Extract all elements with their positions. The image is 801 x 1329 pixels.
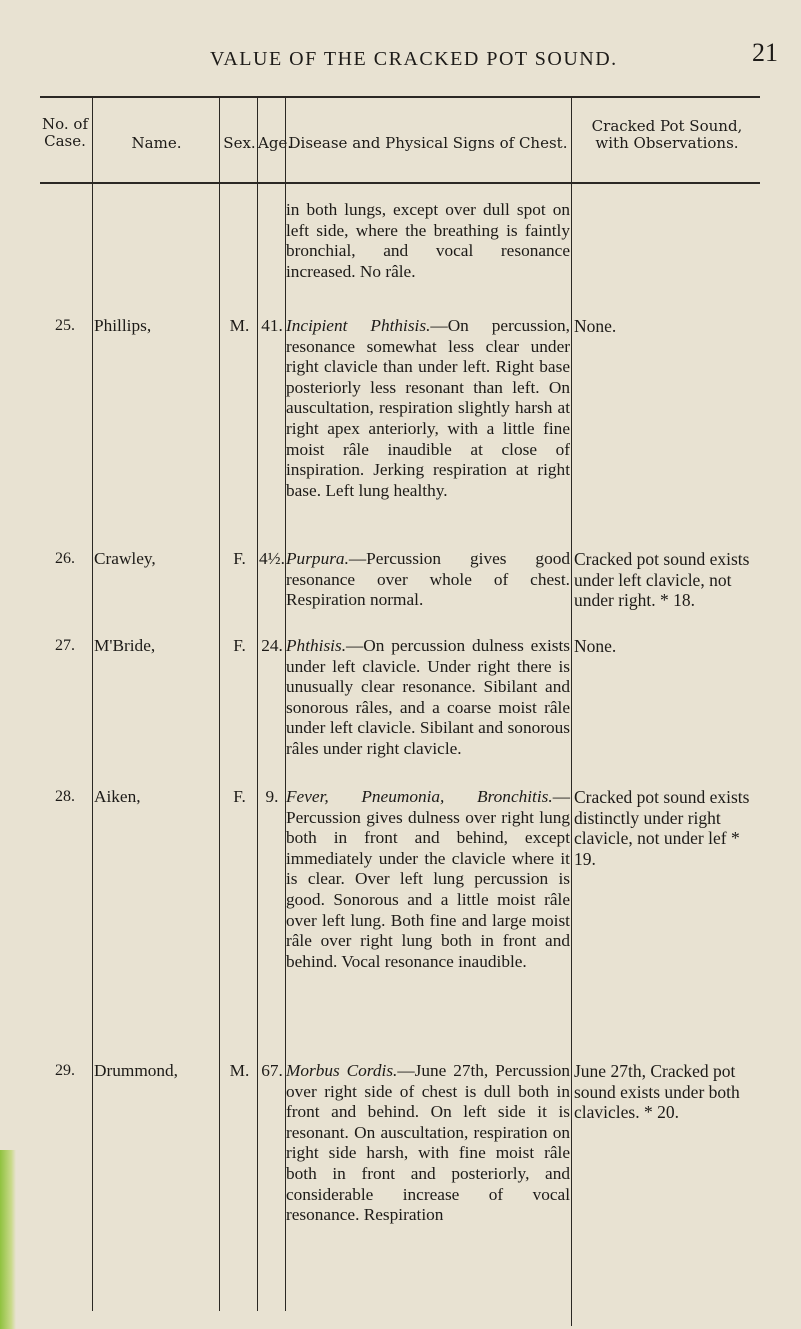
physical-signs: —On percussion, resonance somewhat less clear under right clavicle than under left. Right base posteriorly less resonant than left. On auscultation, respiration slightly harsh at right apex anteriorly, with a little fine moist râle inaudible at close of inspiration. Jerking respiration at right base. Left lung healthy.	[286, 316, 570, 500]
header-sex: Sex.	[223, 134, 256, 152]
column-rule-3	[257, 96, 258, 1311]
header-age: Age.	[258, 134, 293, 152]
observations: June 27th, Cracked pot sound exists under both clavicles. * 20.	[574, 1061, 740, 1123]
patient-sex: F.	[233, 787, 246, 806]
case-number: 29.	[55, 1062, 75, 1079]
column-rule-2	[219, 96, 220, 1311]
patient-name: M'Bride,	[94, 636, 156, 655]
patient-age: 67.	[261, 1061, 283, 1080]
page-edge-stain	[0, 1150, 16, 1329]
disease-signs	[286, 1061, 570, 1226]
observations: None.	[574, 316, 617, 336]
patient-sex: F.	[233, 549, 246, 568]
diagnosis: Purpura.	[286, 549, 349, 568]
column-rule-5	[571, 96, 572, 1326]
header-disease: Disease and Physical Signs of Chest.	[288, 134, 568, 152]
disease-signs	[286, 787, 570, 972]
observations: Cracked pot sound exists distinctly under right clavicle, not under lef * 19.	[574, 787, 750, 869]
header-bottom-rule	[40, 182, 760, 184]
page-number: 21	[752, 38, 778, 67]
case-number: 26.	[55, 550, 75, 567]
disease-signs	[286, 316, 570, 501]
physical-signs: —Percussion gives dulness over right lung both in front and behind, except immediately under the clavicle where it is clear. Over left lung percussion is good. Sonorous and a little moist râle over left lung. Both fine and large moist râle over right lung both in front and behind. Vocal resonance inaudible.	[286, 787, 570, 971]
patient-age: 9.	[265, 787, 279, 806]
diagnosis: Fever, Pneumonia, Bronchitis.	[286, 787, 553, 806]
header-name: Name.	[131, 134, 182, 152]
patient-name: Phillips,	[94, 316, 152, 335]
page-header	[0, 18, 801, 68]
patient-age: 41.	[261, 316, 283, 335]
patient-sex: M.	[229, 1061, 250, 1080]
case-number: 28.	[55, 788, 75, 805]
physical-signs: —Percussion gives good resonance over whole of chest. Respiration normal.	[286, 549, 570, 610]
patient-age: 4½.	[259, 549, 285, 568]
header-case-no: No. of Case.	[41, 115, 88, 150]
observations: None.	[574, 636, 617, 656]
continuation-signs: in both lungs, except over dull spot on left side, where the breathing is faintly bronchial, and vocal resonance increased. No râle.	[286, 200, 570, 281]
header-observations: Cracked Pot Sound, with Observations.	[591, 117, 743, 152]
patient-sex: F.	[233, 636, 246, 655]
patient-sex: M.	[229, 316, 250, 335]
diagnosis: Morbus Cordis.	[286, 1061, 398, 1080]
case-number: 27.	[55, 637, 75, 654]
patient-age: 24.	[261, 636, 283, 655]
disease-signs	[286, 636, 570, 760]
patient-name: Aiken,	[94, 787, 141, 806]
column-rule-1	[92, 96, 93, 1311]
disease-signs	[286, 549, 570, 611]
diagnosis: Phthisis.	[286, 636, 347, 655]
case-number: 25.	[55, 317, 75, 334]
observations: Cracked pot sound exists under left clavicle, not under right. * 18.	[574, 549, 750, 611]
patient-name: Crawley,	[94, 549, 156, 568]
physical-signs: —On percussion dulness exists under left clavicle. Under right there is unusually clear resonance. Sibilant and sonorous râles, and a coarse moist râle under left clavicle. Sibilant and sonorous râles under right clavicle.	[286, 636, 570, 758]
physical-signs: —June 27th, Percussion over right side of chest is dull both in front and behind. On left side it is resonant. On auscultation, respiration on right side harsh, with fine moist râle both in front and posteriorly, and considerable increase of vocal resonance. Respiration	[286, 1061, 570, 1225]
diagnosis: Incipient Phthisis.	[286, 316, 431, 335]
header-top-rule	[40, 96, 760, 98]
running-title: VALUE OF THE CRACKED POT SOUND.	[210, 48, 618, 70]
patient-name: Drummond,	[94, 1061, 179, 1080]
